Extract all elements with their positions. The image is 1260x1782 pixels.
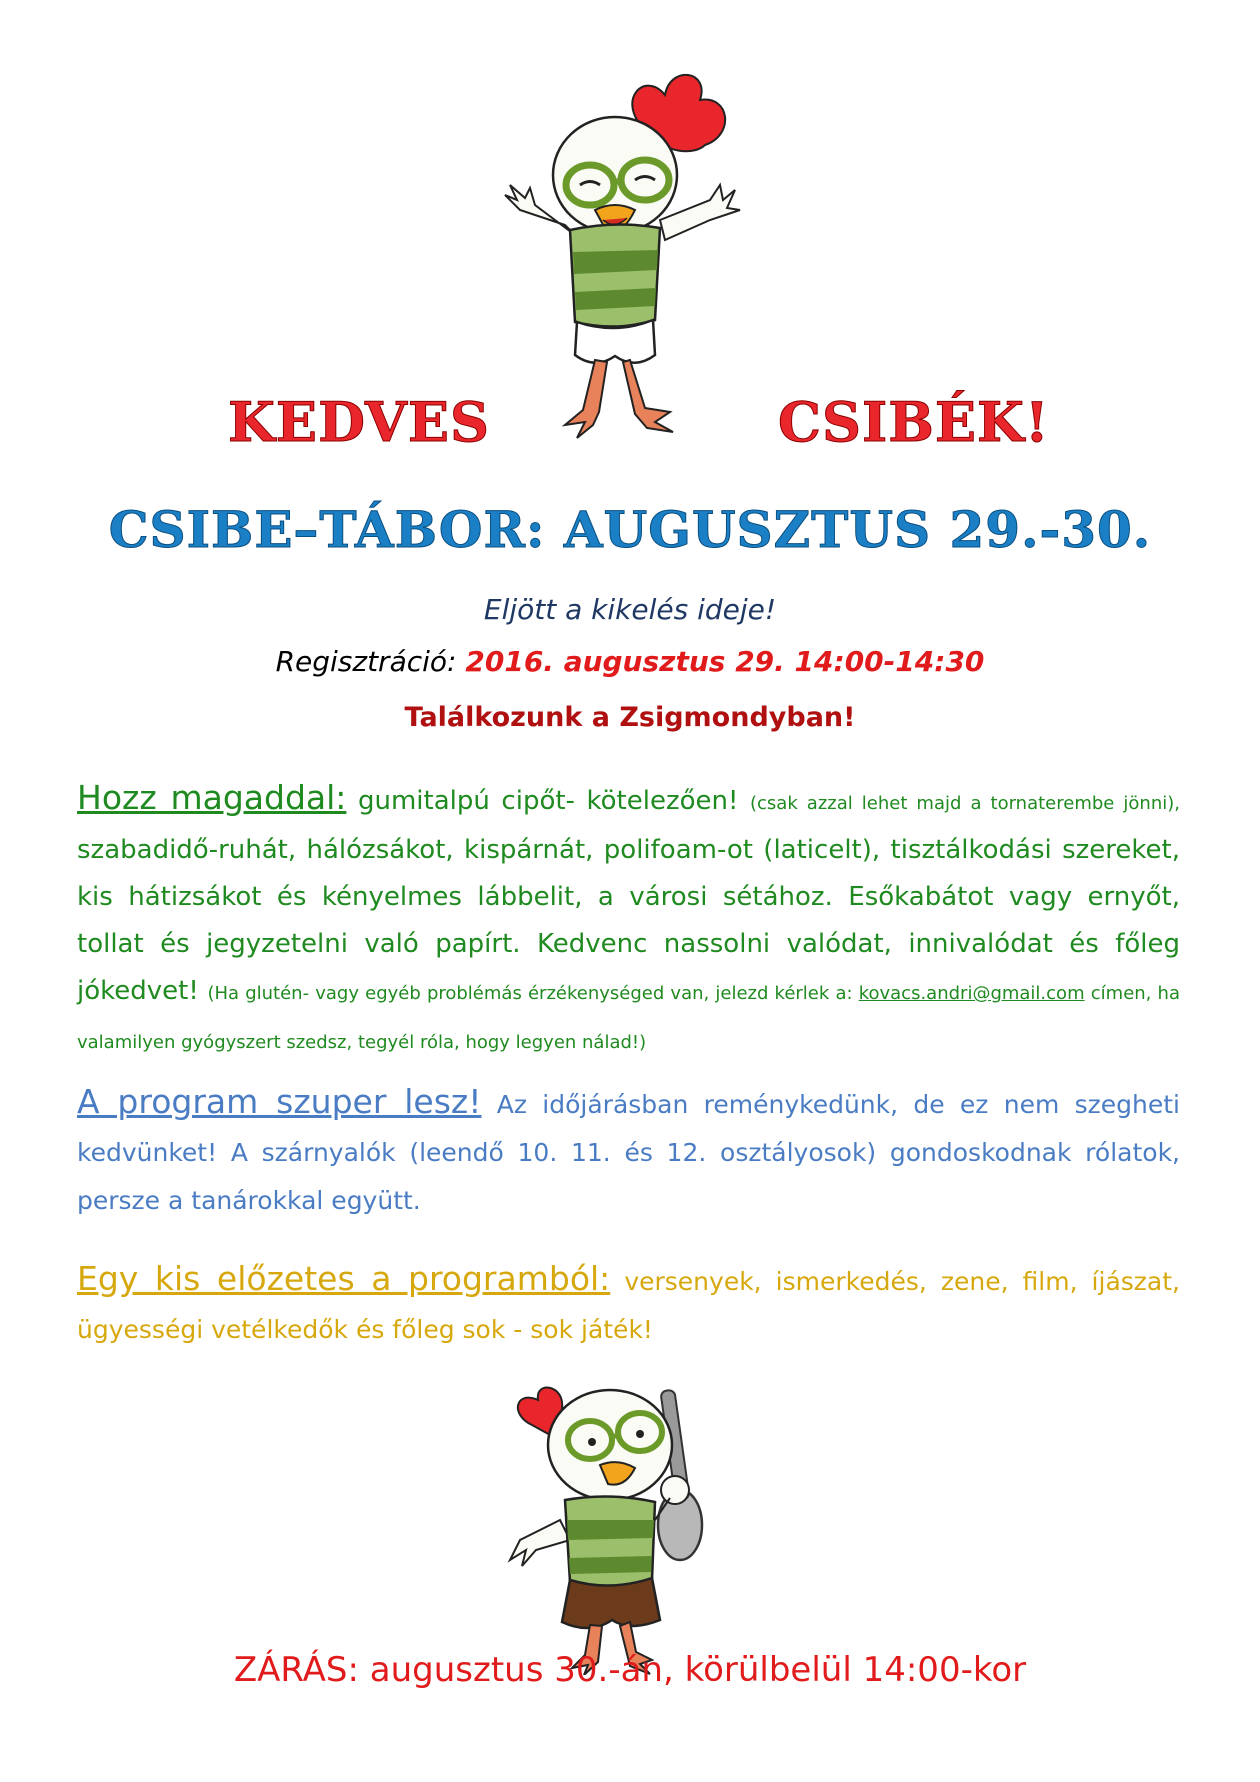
program-paragraph xyxy=(77,1078,1180,1225)
program-text: Az időjárásban reménykedünk, de ez nem szegheti kedvünket! A szárnyalók (leendő 10. 11. és 12. osztályosok) gondoskodnak rólatok, persze a tanárokkal együtt. xyxy=(77,1090,1180,1215)
chicken-with-spoon-illustration xyxy=(490,1370,770,1675)
tagline: Eljött a kikelés ideje! xyxy=(483,593,777,626)
heading-word-right: CSIBÉK! xyxy=(778,390,1050,454)
closing-line: ZÁRÁS: augusztus 30.-án, körülbelül 14:00-kor xyxy=(233,1650,1027,1690)
preview-heading: Egy kis előzetes a programból: xyxy=(77,1259,611,1298)
registration-label: Regisztráció: xyxy=(275,645,457,678)
bring-text-1: gumitalpú cipőt- kötelezően! xyxy=(346,786,750,816)
bring-text-2: szabadidő-ruhát, hálózsákot, kispárnát, polifoam-ot (laticelt), tisztálkodási szereket, kis hátizsákot és kényelmes lábbelit, a városi sétához. Esőkabátot vagy ernyőt, tollat és jegyzetelni való papírt. Kedvenc nassolni valódat, innivalódat és főleg jókedvet! xyxy=(77,835,1180,1006)
bring-note-1: (csak azzal lehet majd a tornaterembe jönni), xyxy=(750,793,1180,814)
bring-paragraph xyxy=(77,774,1180,1066)
preview-paragraph xyxy=(77,1255,1180,1354)
bring-note-3: címen, ha valamilyen gyógyszert szedsz, tegyél róla, hogy legyen nálad!) xyxy=(77,983,1180,1053)
preview-text: versenyek, ismerkedés, zene, film, íjászat, ügyességi vetélkedők és főleg sok - sok játék! xyxy=(77,1267,1180,1344)
bring-heading: Hozz magaddal: xyxy=(77,778,347,817)
meeting-line: Találkozunk a Zsigmondyban! xyxy=(404,702,856,733)
camp-title: CSIBE–TÁBOR: AUGUSZTUS 29.-30. xyxy=(108,500,1152,559)
program-heading: A program szuper lesz! xyxy=(77,1082,482,1121)
heading-word-left: KEDVES xyxy=(228,390,491,454)
registration-value: 2016. augusztus 29. 14:00-14:30 xyxy=(465,645,985,678)
email-link[interactable]: kovacs.andri@gmail.com xyxy=(858,983,1085,1004)
registration-line xyxy=(0,645,1260,678)
bring-note-2: (Ha glutén- vagy egyéb problémás érzékenységed van, jelezd kérlek a: xyxy=(207,983,859,1004)
chicken-cheering-illustration xyxy=(495,60,775,450)
